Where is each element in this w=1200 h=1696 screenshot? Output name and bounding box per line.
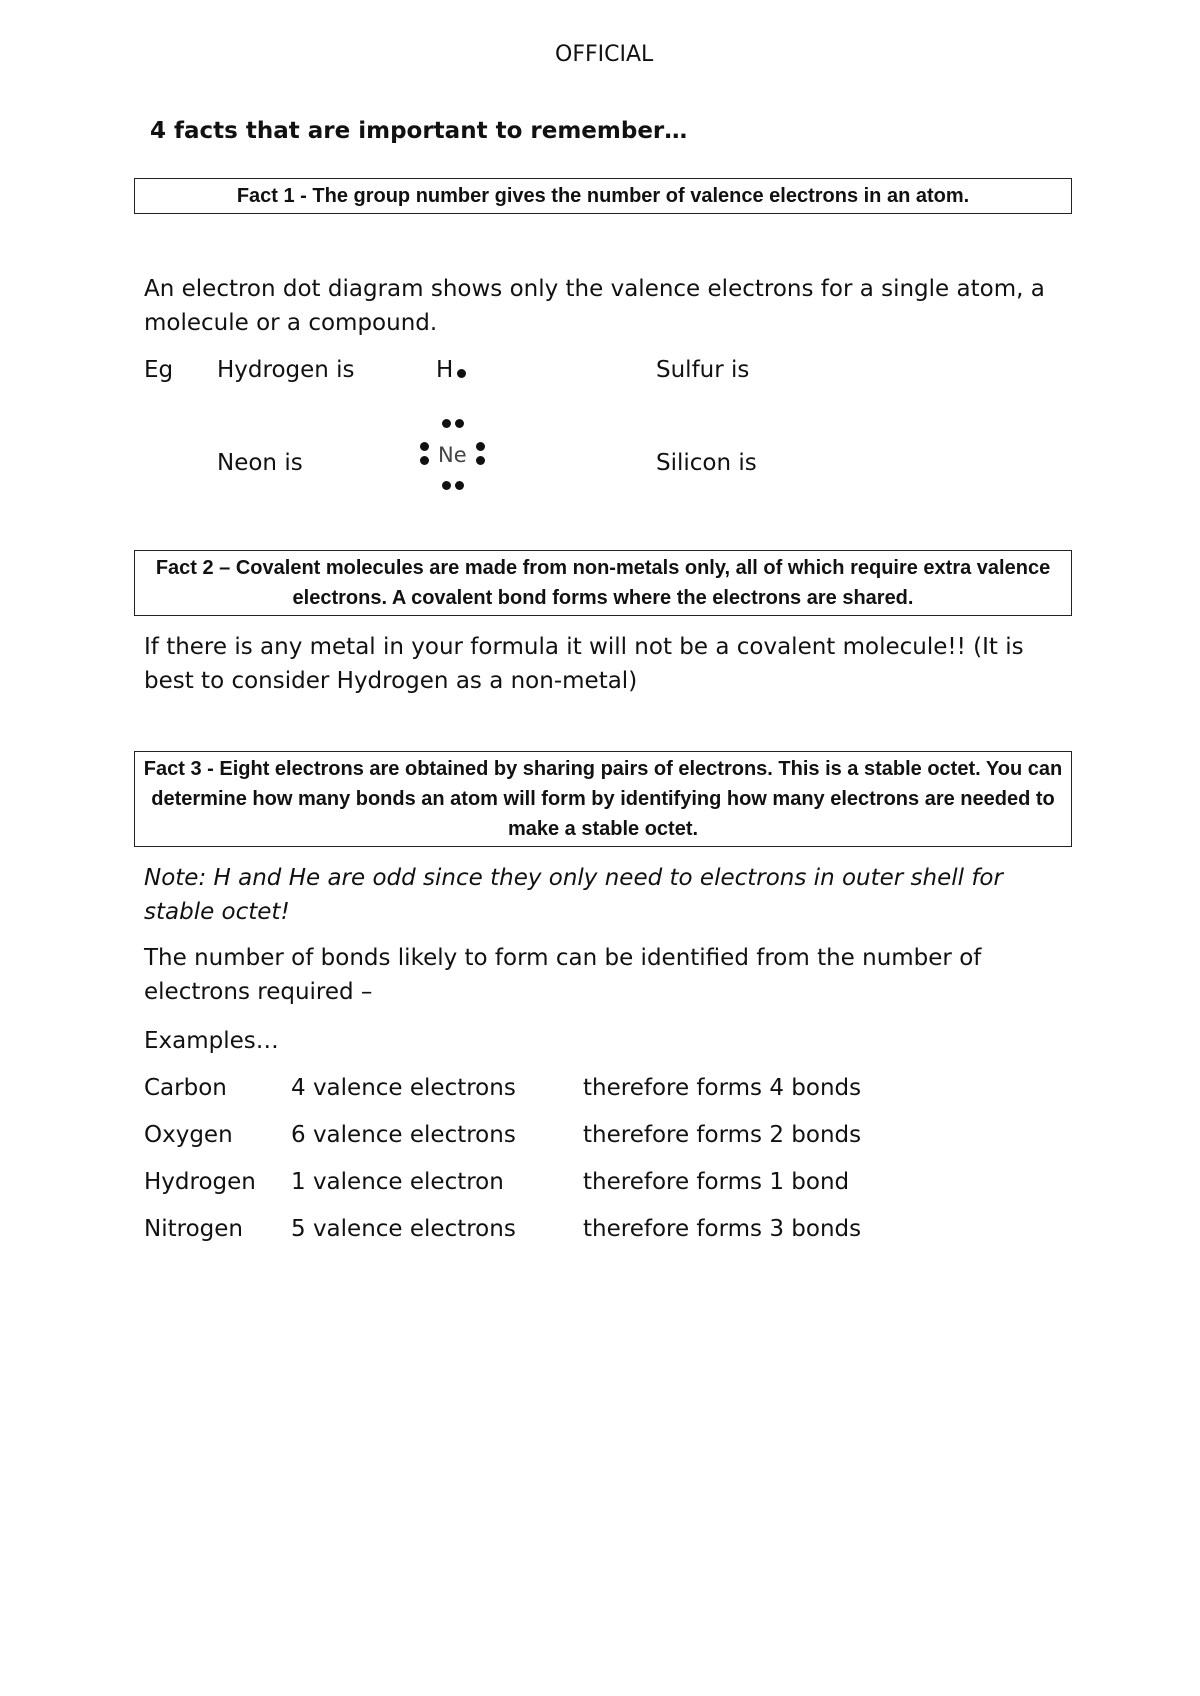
hydrogen-symbol: H — [436, 357, 454, 383]
valence-electrons: 6 valence electrons — [291, 1122, 516, 1148]
neon-dot-left-2 — [420, 456, 429, 465]
dot-diagram-intro: An electron dot diagram shows only the valence electrons for a single atom, a molecule or a compound. — [144, 276, 1045, 336]
element-name: Oxygen — [144, 1122, 233, 1148]
silicon-label: Silicon is — [656, 450, 757, 476]
fact-2-box: Fact 2 – Covalent molecules are made from non-metals only, all of which require extra valence electrons. A covalent bond forms where the electrons are shared. — [134, 550, 1072, 616]
hydrogen-electron-dot — [457, 369, 466, 378]
official-marking: OFFICIAL — [555, 42, 654, 67]
sulfur-label: Sulfur is — [656, 357, 750, 383]
page-heading: 4 facts that are important to remember… — [150, 118, 688, 144]
valence-electrons: 4 valence electrons — [291, 1075, 516, 1101]
element-name: Carbon — [144, 1075, 227, 1101]
metal-note: If there is any metal in your formula it will not be a covalent molecule!! (It is best to consider Hydrogen as a non-metal) — [144, 634, 1024, 694]
neon-dot-bottom-1 — [442, 481, 451, 490]
neon-dot-right-2 — [476, 456, 485, 465]
neon-dot-right-1 — [476, 442, 485, 451]
note-h-he: Note: H and He are odd since they only need to electrons in outer shell for stable octet! — [144, 865, 1003, 925]
fact-3-box: Fact 3 - Eight electrons are obtained by sharing pairs of electrons. This is a stable octet. You can determine how many bonds an atom will form by identifying how many electrons are needed to make a stable octet. — [134, 751, 1072, 847]
neon-dot-bottom-2 — [455, 481, 464, 490]
eg-label: Eg — [144, 357, 174, 383]
valence-electrons: 1 valence electron — [291, 1169, 504, 1195]
hydrogen-label: Hydrogen is — [217, 357, 355, 383]
bonds-formed: therefore forms 4 bonds — [583, 1075, 862, 1101]
bonds-intro: The number of bonds likely to form can be identified from the number of electrons required – — [144, 945, 982, 1005]
element-name: Nitrogen — [144, 1216, 243, 1242]
bonds-formed: therefore forms 1 bond — [583, 1169, 850, 1195]
examples-label: Examples… — [144, 1028, 279, 1054]
neon-dot-left-1 — [420, 442, 429, 451]
bonds-formed: therefore forms 3 bonds — [583, 1216, 862, 1242]
fact-1-box: Fact 1 - The group number gives the number of valence electrons in an atom. — [134, 178, 1072, 214]
valence-electrons: 5 valence electrons — [291, 1216, 516, 1242]
neon-dot-top-2 — [455, 419, 464, 428]
neon-dot-top-1 — [442, 419, 451, 428]
neon-label: Neon is — [217, 450, 303, 476]
bonds-formed: therefore forms 2 bonds — [583, 1122, 862, 1148]
neon-symbol: Ne — [438, 443, 467, 467]
element-name: Hydrogen — [144, 1169, 256, 1195]
